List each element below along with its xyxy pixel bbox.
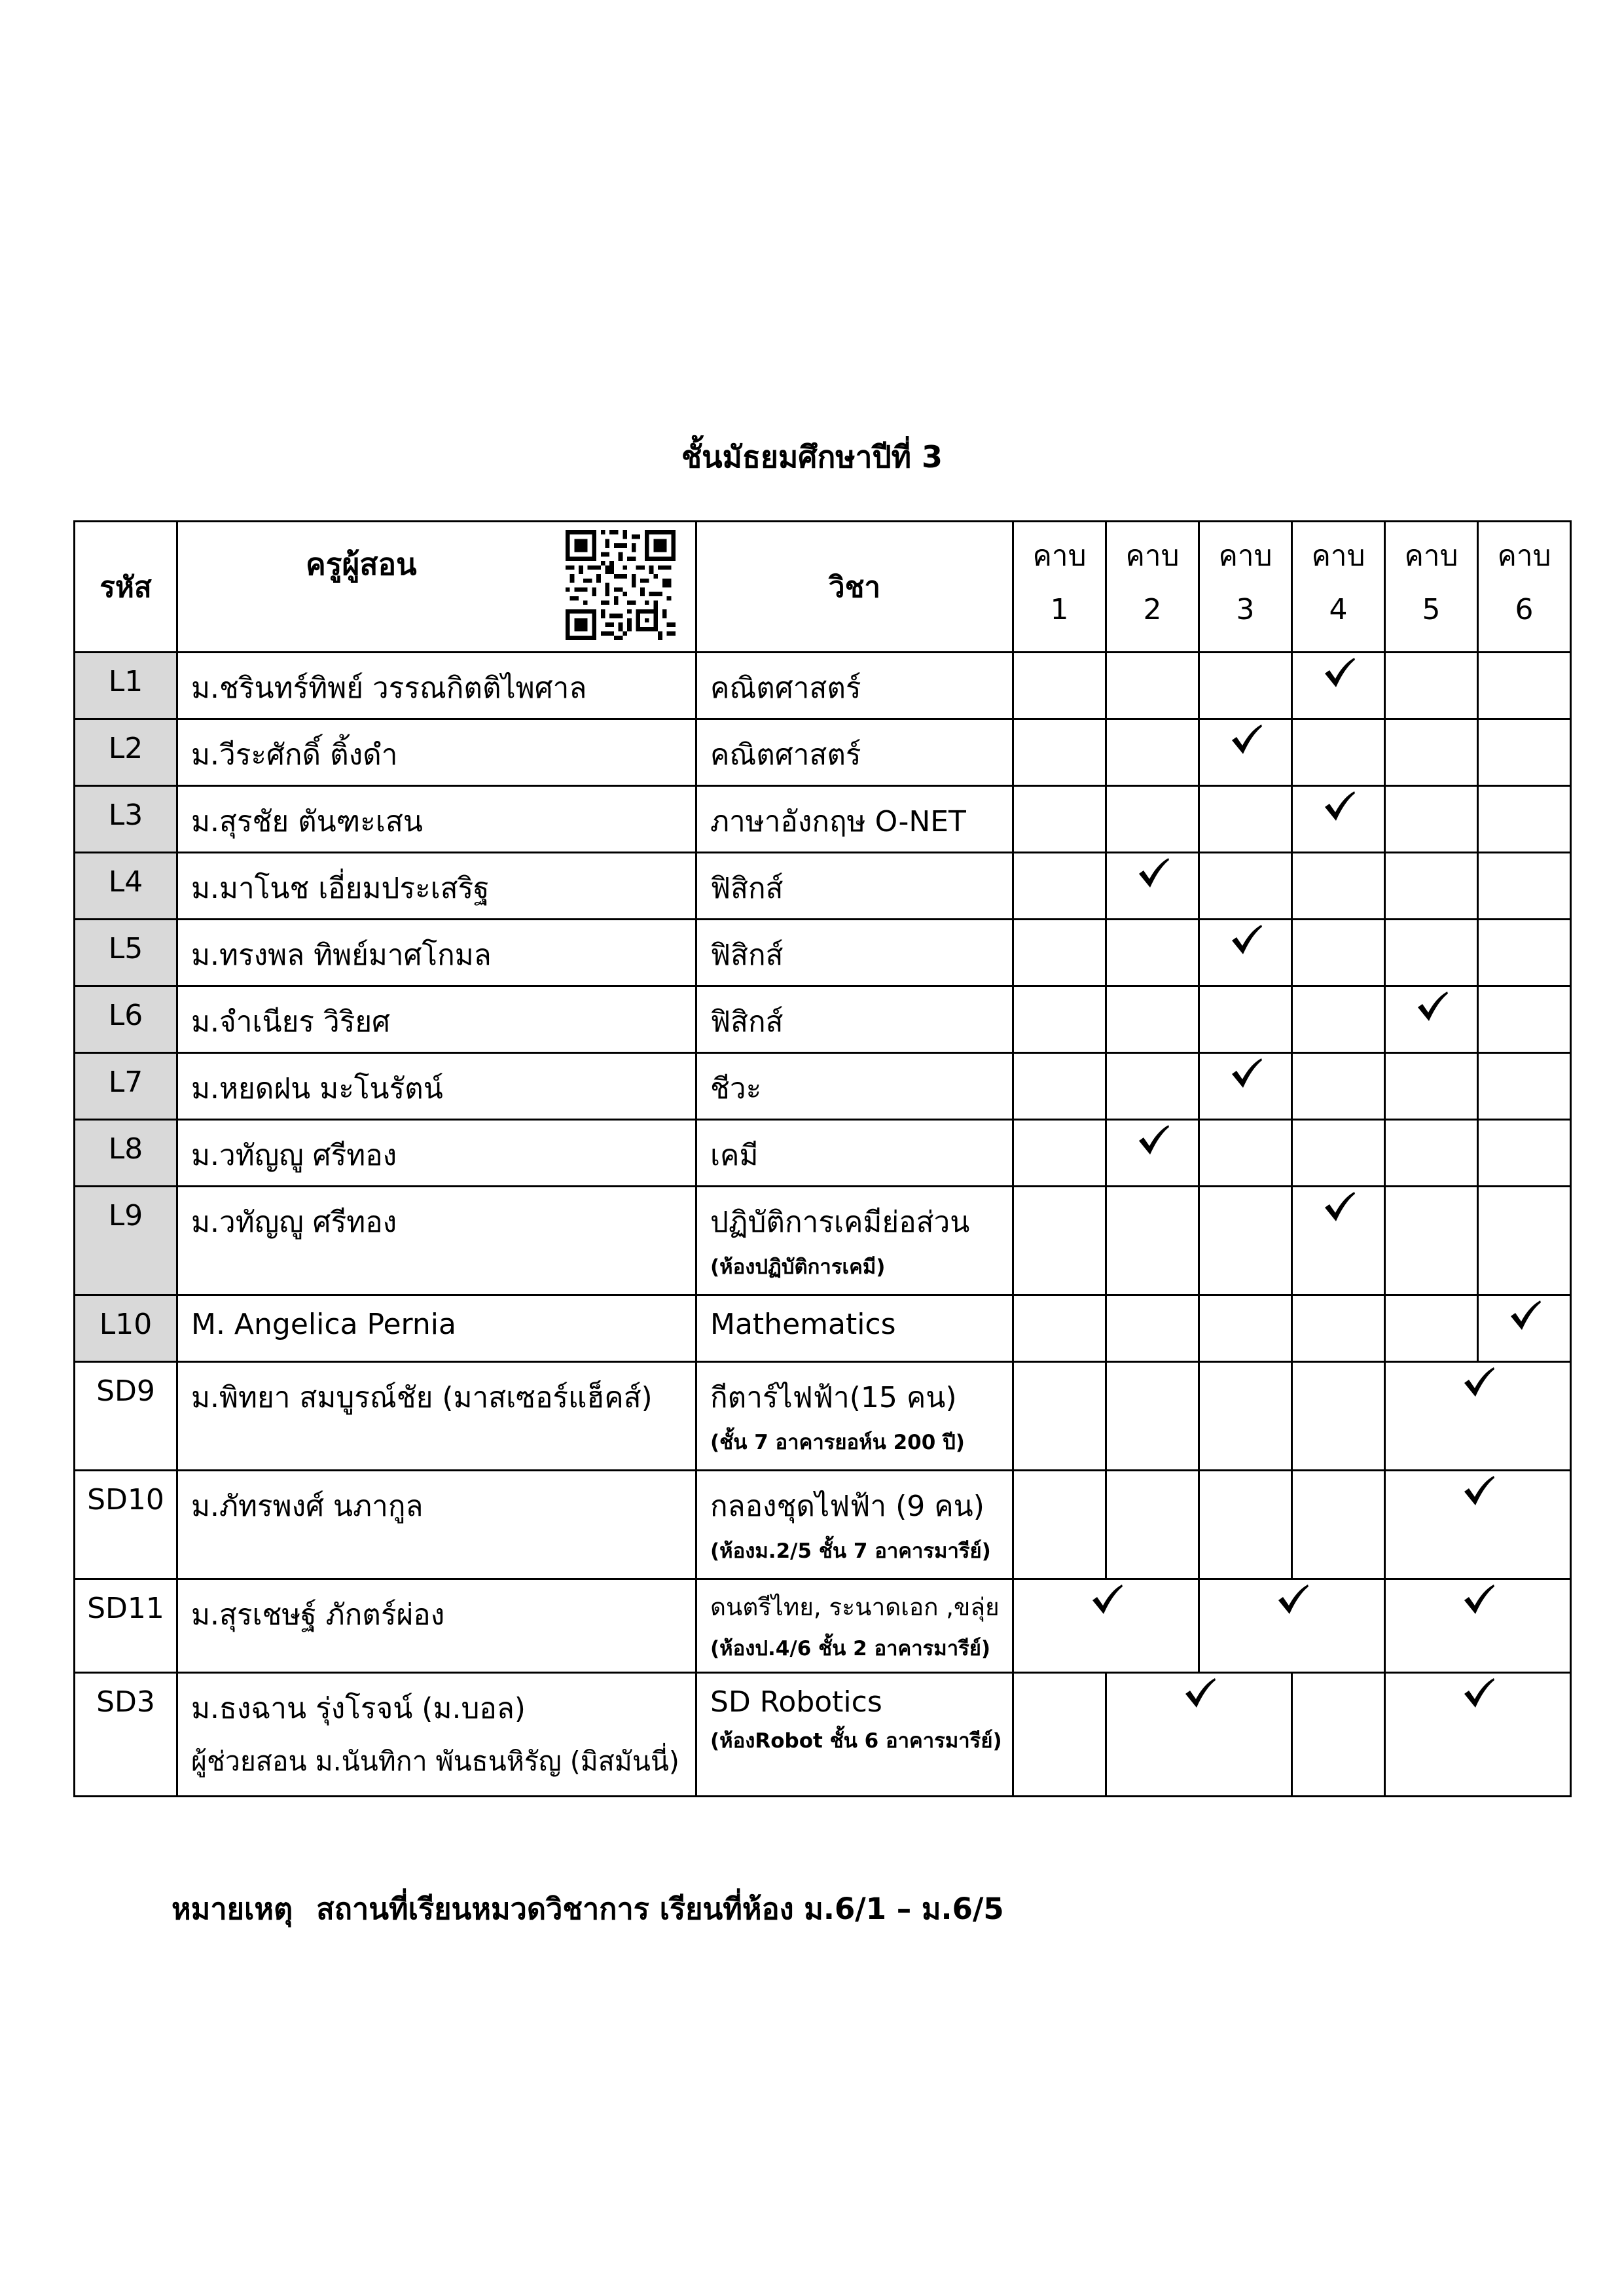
row-subject: ดนตรีไทย, ระนาดเอก ,ขลุ่ย (ห้องป.4/6 ชั้น 2 อาคารมารีย์) <box>696 1579 1013 1673</box>
table-row <box>75 1673 1571 1797</box>
period-cell <box>1199 1362 1292 1471</box>
row-subject: เคมี <box>696 1120 1013 1187</box>
period-cell <box>1292 1295 1385 1362</box>
period-cell <box>1013 653 1106 719</box>
row-code: SD10 <box>75 1471 177 1579</box>
period-cell <box>1478 1187 1571 1295</box>
period-cell <box>1292 786 1385 853</box>
table-row <box>75 1053 1571 1120</box>
row-subject: กีตาร์ไฟฟ้า(15 คน) (ชั้น 7 อาคารยอห์น 200 ปี) <box>696 1362 1013 1471</box>
row-subject: กลองชุดไฟฟ้า (9 คน) (ห้องม.2/5 ชั้น 7 อาคารมารีย์) <box>696 1471 1013 1579</box>
check-mark-icon <box>1462 1676 1496 1710</box>
period-cell <box>1292 1187 1385 1295</box>
row-teacher: ม.ชรินทร์ทิพย์ วรรณกิตติไพศาล <box>177 653 696 719</box>
header-row <box>75 522 1571 653</box>
period-cell <box>1199 786 1292 853</box>
row-subject: ฟิสิกส์ <box>696 986 1013 1053</box>
period-cell <box>1106 986 1199 1053</box>
check-mark-icon <box>1322 1190 1356 1224</box>
check-mark-icon <box>1229 923 1263 957</box>
table-row <box>75 1471 1571 1579</box>
period-cell <box>1385 719 1478 786</box>
check-mark-icon <box>1322 656 1356 690</box>
check-mark-icon <box>1229 1056 1263 1090</box>
period-cell <box>1106 653 1199 719</box>
period-cell <box>1199 1053 1292 1120</box>
row-teacher: ม.ทรงพล ทิพย์มาศโกมล <box>177 920 696 986</box>
row-teacher: M. Angelica Pernia <box>177 1295 696 1362</box>
row-teacher: ม.ภัทรพงศ์ นภากูล <box>177 1471 696 1579</box>
period-cell <box>1013 853 1106 920</box>
period-cell <box>1199 853 1292 920</box>
check-mark-icon <box>1229 723 1263 757</box>
remark-text: สถานที่เรียนหมวดวิชาการ เรียนที่ห้อง ม.6/1 – ม.6/5 <box>316 1892 1004 1926</box>
period-cell <box>1013 786 1106 853</box>
period-cell <box>1106 1362 1199 1471</box>
header-teacher <box>177 522 696 653</box>
period-cell <box>1478 920 1571 986</box>
period-cell-merged <box>1106 1673 1292 1797</box>
period-cell <box>1013 719 1106 786</box>
period-cell <box>1106 719 1199 786</box>
row-code: L3 <box>75 786 177 853</box>
row-code: L2 <box>75 719 177 786</box>
row-subject: คณิตศาสตร์ <box>696 719 1013 786</box>
page-title: ชั้นมัธยมศึกษาปีที่ 3 <box>681 439 943 475</box>
period-cell <box>1199 1187 1292 1295</box>
check-mark-icon <box>1322 789 1356 823</box>
header-period-1: คาบ 1 <box>1013 522 1106 653</box>
table-row <box>75 1579 1571 1673</box>
period-cell <box>1385 853 1478 920</box>
period-cell <box>1478 653 1571 719</box>
table-row <box>75 1120 1571 1187</box>
row-subject: ฟิสิกส์ <box>696 853 1013 920</box>
period-cell <box>1199 1295 1292 1362</box>
period-cell <box>1292 1362 1385 1471</box>
header-period-4: คาบ 4 <box>1292 522 1385 653</box>
row-subject: Mathematics <box>696 1295 1013 1362</box>
period-cell <box>1106 853 1199 920</box>
period-cell <box>1199 719 1292 786</box>
row-subject: SD Robotics (ห้องRobot ชั้น 6 อาคารมารีย์) <box>696 1673 1013 1797</box>
check-mark-icon <box>1276 1583 1310 1617</box>
period-cell <box>1106 786 1199 853</box>
check-mark-icon <box>1462 1365 1496 1399</box>
table-row <box>75 1187 1571 1295</box>
period-cell <box>1013 986 1106 1053</box>
header-code: รหัส <box>75 522 177 653</box>
period-cell <box>1385 986 1478 1053</box>
table-row <box>75 719 1571 786</box>
header-period-5: คาบ 5 <box>1385 522 1478 653</box>
period-cell <box>1478 1120 1571 1187</box>
period-cell-merged <box>1385 1362 1571 1471</box>
row-code: SD11 <box>75 1579 177 1673</box>
check-mark-icon <box>1136 856 1170 890</box>
row-teacher: ม.จำเนียร วิริยศ <box>177 986 696 1053</box>
row-teacher: ม.วทัญญู ศรีทอง <box>177 1187 696 1295</box>
check-mark-icon <box>1090 1583 1124 1617</box>
period-cell <box>1013 1362 1106 1471</box>
row-subject: ภาษาอังกฤษ O-NET <box>696 786 1013 853</box>
remark-label: หมายเหตุ <box>171 1892 293 1926</box>
period-cell <box>1106 1471 1199 1579</box>
period-cell <box>1106 1187 1199 1295</box>
period-cell-merged <box>1199 1579 1385 1673</box>
header-subject: วิชา <box>696 522 1013 653</box>
check-mark-icon <box>1136 1123 1170 1157</box>
period-cell <box>1106 920 1199 986</box>
table-row <box>75 986 1571 1053</box>
period-cell <box>1013 1295 1106 1362</box>
period-cell <box>1292 986 1385 1053</box>
check-mark-icon <box>1508 1299 1542 1333</box>
remark <box>171 1885 1004 1932</box>
check-mark-icon <box>1415 990 1449 1024</box>
period-cell <box>1013 1187 1106 1295</box>
row-teacher: ม.มาโนช เอี่ยมประเสริฐ <box>177 853 696 920</box>
row-teacher: ม.พิทยา สมบูรณ์ชัย (มาสเซอร์แฮ็คส์) <box>177 1362 696 1471</box>
period-cell <box>1385 1053 1478 1120</box>
row-code: SD3 <box>75 1673 177 1797</box>
table-row <box>75 853 1571 920</box>
period-cell-merged <box>1385 1579 1571 1673</box>
row-code: L8 <box>75 1120 177 1187</box>
period-cell <box>1385 653 1478 719</box>
row-code: L10 <box>75 1295 177 1362</box>
check-mark-icon <box>1462 1474 1496 1508</box>
table-row <box>75 1295 1571 1362</box>
row-subject: คณิตศาสตร์ <box>696 653 1013 719</box>
period-cell <box>1478 719 1571 786</box>
period-cell <box>1478 1053 1571 1120</box>
row-subject: ปฏิบัติการเคมีย่อส่วน (ห้องปฏิบัติการเคมี) <box>696 1187 1013 1295</box>
row-teacher: ม.หยดฝน มะโนรัตน์ <box>177 1053 696 1120</box>
period-cell <box>1385 1295 1478 1362</box>
period-cell <box>1013 1471 1106 1579</box>
period-cell <box>1385 786 1478 853</box>
period-cell <box>1292 853 1385 920</box>
row-code: L9 <box>75 1187 177 1295</box>
period-cell <box>1106 1120 1199 1187</box>
period-cell <box>1478 986 1571 1053</box>
period-cell <box>1013 1053 1106 1120</box>
period-cell <box>1199 1471 1292 1579</box>
row-code: L6 <box>75 986 177 1053</box>
period-cell <box>1013 1673 1106 1797</box>
period-cell <box>1292 920 1385 986</box>
period-cell <box>1199 986 1292 1053</box>
period-cell <box>1292 1120 1385 1187</box>
qr-code-icon <box>566 530 676 640</box>
period-cell <box>1385 1120 1478 1187</box>
period-cell-merged <box>1013 1579 1199 1673</box>
period-cell <box>1292 1053 1385 1120</box>
row-subject: ชีวะ <box>696 1053 1013 1120</box>
period-cell <box>1106 1053 1199 1120</box>
period-cell <box>1292 1471 1385 1579</box>
period-cell <box>1478 786 1571 853</box>
row-teacher: ม.สุรชัย ตันฑะเสน <box>177 786 696 853</box>
period-cell <box>1478 1295 1571 1362</box>
row-code: L5 <box>75 920 177 986</box>
period-cell <box>1478 853 1571 920</box>
row-subject: ฟิสิกส์ <box>696 920 1013 986</box>
table-row <box>75 653 1571 719</box>
period-cell <box>1106 1295 1199 1362</box>
period-cell <box>1292 653 1385 719</box>
period-cell <box>1013 920 1106 986</box>
period-cell <box>1199 920 1292 986</box>
period-cell-merged <box>1385 1673 1571 1797</box>
row-teacher: ม.ธงฉาน รุ่งโรจน์ (ม.บอล) ผู้ช่วยสอน ม.นันทิกา พันธนหิรัญ (มิสมันนี่) <box>177 1673 696 1797</box>
period-cell <box>1013 1120 1106 1187</box>
row-teacher: ม.สุรเชษฐ์ ภักตร์ผ่อง <box>177 1579 696 1673</box>
period-cell <box>1292 1673 1385 1797</box>
row-code: L7 <box>75 1053 177 1120</box>
table-row <box>75 1362 1571 1471</box>
period-cell <box>1199 653 1292 719</box>
period-cell <box>1199 1120 1292 1187</box>
period-cell <box>1385 1187 1478 1295</box>
period-cell <box>1292 719 1385 786</box>
table-row <box>75 786 1571 853</box>
row-code: SD9 <box>75 1362 177 1471</box>
table-row <box>75 920 1571 986</box>
header-period-6: คาบ 6 <box>1478 522 1571 653</box>
header-teacher-label: ครูผู้สอน <box>306 547 417 582</box>
schedule-table <box>73 520 1572 1797</box>
row-teacher: ม.วทัญญู ศรีทอง <box>177 1120 696 1187</box>
row-code: L4 <box>75 853 177 920</box>
header-period-2: คาบ 2 <box>1106 522 1199 653</box>
row-code: L1 <box>75 653 177 719</box>
check-mark-icon <box>1183 1676 1217 1710</box>
row-teacher: ม.วีระศักดิ์ ติ้งดำ <box>177 719 696 786</box>
period-cell-merged <box>1385 1471 1571 1579</box>
check-mark-icon <box>1462 1583 1496 1617</box>
period-cell <box>1385 920 1478 986</box>
header-period-3: คาบ 3 <box>1199 522 1292 653</box>
